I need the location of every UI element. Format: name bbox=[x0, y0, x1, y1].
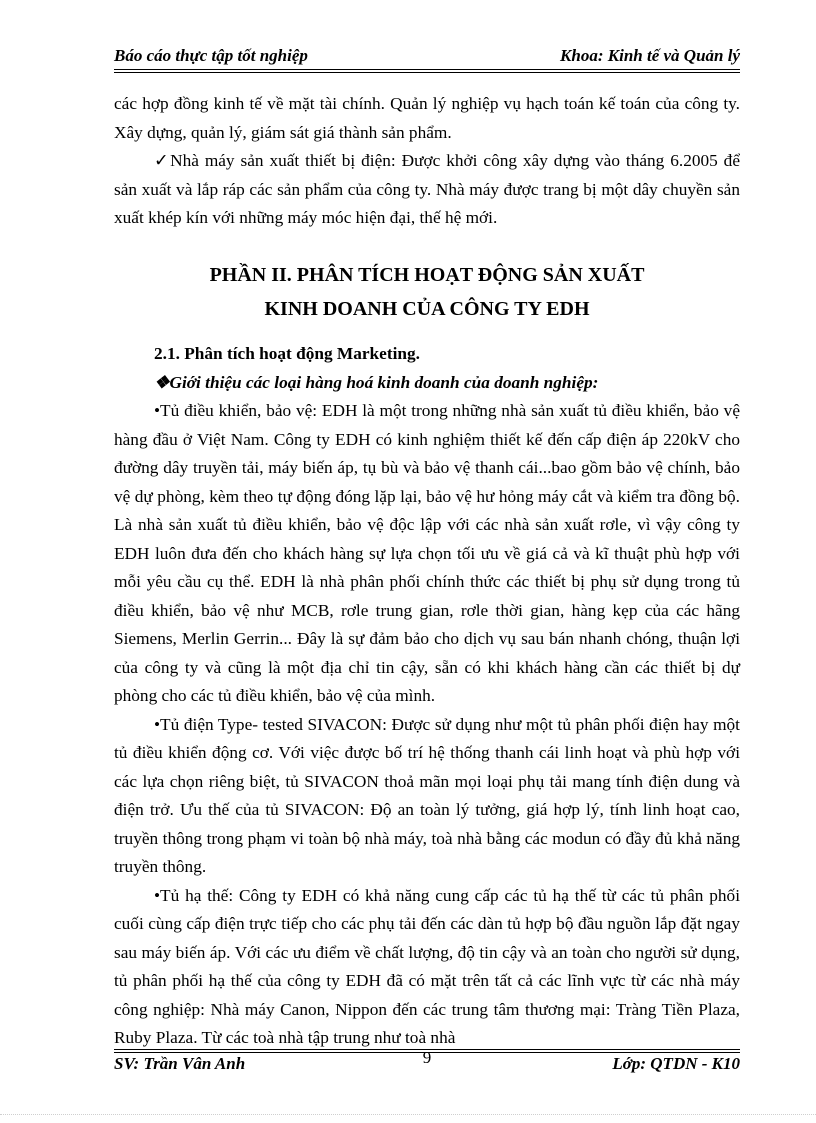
intro-paragraph-1: các hợp đồng kinh tế về mặt tài chính. Quản lý nghiệp vụ hạch toán kế toán của công ty. Xây dựng, quản lý, giám sát giá thành sản phẩm. bbox=[114, 94, 740, 142]
paragraph-sivacon: •Tủ điện Type- tested SIVACON: Được sử dụng như một tủ phân phối điện hay một tủ điều khiển động cơ. Với việc được bố trí hệ thống thanh cái linh hoạt và phù hợp với các lựa chọn riêng biệt, tủ SIVACON thoả mãn mọi loại phụ tải mang tính điện dung và điện trở. Ưu thế của tủ SIVACON: Độ an toàn lý tưởng, giá hợp lý, tính linh hoạt cao, truyền thông trong phạm vi toàn bộ nhà máy, toà nhà bằng các modun có đầy đủ khả năng truyền thông. bbox=[114, 714, 740, 876]
header-rule-thin bbox=[114, 72, 740, 73]
section-heading: 2.1. Phân tích hoạt động Marketing. bbox=[154, 344, 420, 363]
section-subheading: ❖Giới thiệu các loại hàng hoá kinh doanh của doanh nghiệp: bbox=[154, 372, 599, 392]
intro-paragraph-2: ✓Nhà máy sản xuất thiết bị điện: Được khởi công xây dựng vào tháng 6.2005 để sản xuất và lắp ráp các sản phẩm của công ty. Nhà máy được trang bị một dây chuyền sản xuất khép kín với những máy móc hiện đại, thế hệ mới. bbox=[114, 151, 740, 227]
page-number: 9 bbox=[422, 1048, 432, 1067]
header-rule-thick bbox=[114, 69, 740, 70]
page-header bbox=[114, 46, 740, 66]
part-title-line-2: KINH DOANH CỦA CÔNG TY EDH bbox=[264, 298, 590, 320]
part-title bbox=[114, 258, 740, 326]
page-bottom-edge bbox=[0, 1114, 816, 1116]
page-footer bbox=[114, 1048, 740, 1078]
part-title-line-1: PHẦN II. PHÂN TÍCH HOẠT ĐỘNG SẢN XUẤT bbox=[209, 264, 645, 286]
paragraph-control-cabinet: •Tủ điều khiển, bảo vệ: EDH là một trong những nhà sản xuất tủ điều khiển, bảo vệ hàng đầu ở Việt Nam. Công ty EDH có kinh nghiệm thiết kế đến cấp điện áp 220kV cho đường dây truyền tải, máy biến áp, tụ bù và bảo vệ thanh cái...bao gồm bảo vệ chính, bảo vệ dự phòng, kèm theo tự động đóng lặp lại, bảo vệ hư hỏng máy cắt và kiểm tra đồng bộ. Là nhà sản xuất tủ điều khiển, bảo vệ độc lập với các nhà sản xuất rơle, vì vậy công ty EDH luôn đưa đến cho khách hàng sự lựa chọn tối ưu về giá cả và kĩ thuật phù hợp với mỗi yêu cầu cụ thể. EDH là nhà phân phối chính thức các thiết bị phụ sử dụng trong tủ điều khiển, bảo vệ như MCB, rơle trung gian, rơle thời gian, hàng kẹp của các hãng Siemens, Merlin Gerrin... Đây là sự đảm bảo cho dịch vụ sau bán nhanh chóng, thuận lợi của công ty và cũng là một địa chỉ tin cậy, sẵn có khi khách hàng cần các thiết bị dự phòng cho các tủ điều khiển, bảo vệ của mình. bbox=[114, 401, 740, 705]
footer-class: Lớp: QTDN - K10 bbox=[612, 1054, 740, 1073]
footer-student-name: SV: Trần Vân Anh bbox=[114, 1054, 246, 1073]
header-left-title: Báo cáo thực tập tốt nghiệp bbox=[114, 46, 308, 65]
section-heading-block bbox=[114, 340, 740, 397]
header-right-title: Khoa: Kinh tế và Quản lý bbox=[560, 46, 740, 65]
intro-text bbox=[114, 90, 740, 233]
section-body bbox=[114, 397, 740, 1053]
paragraph-low-voltage: •Tủ hạ thế: Công ty EDH có khả năng cung cấp các tủ hạ thế từ các tủ phân phối cuối cùng cấp điện trực tiếp cho các phụ tải đến các dàn tủ hợp bộ đầu nguồn lắp đặt ngay sau máy biến áp. Với các ưu điểm về chất lượng, độ tin cậy và an toàn cho người sử dụng, tủ phân phối hạ thế của công ty EDH đã có mặt trên tất cả các lĩnh vực từ các nhà máy công nghiệp: Nhà máy Canon, Nippon đến các trung tâm thương mại: Tràng Tiền Plaza, Ruby Plaza. Từ các toà nhà tập trung như toà nhà bbox=[114, 885, 740, 1047]
